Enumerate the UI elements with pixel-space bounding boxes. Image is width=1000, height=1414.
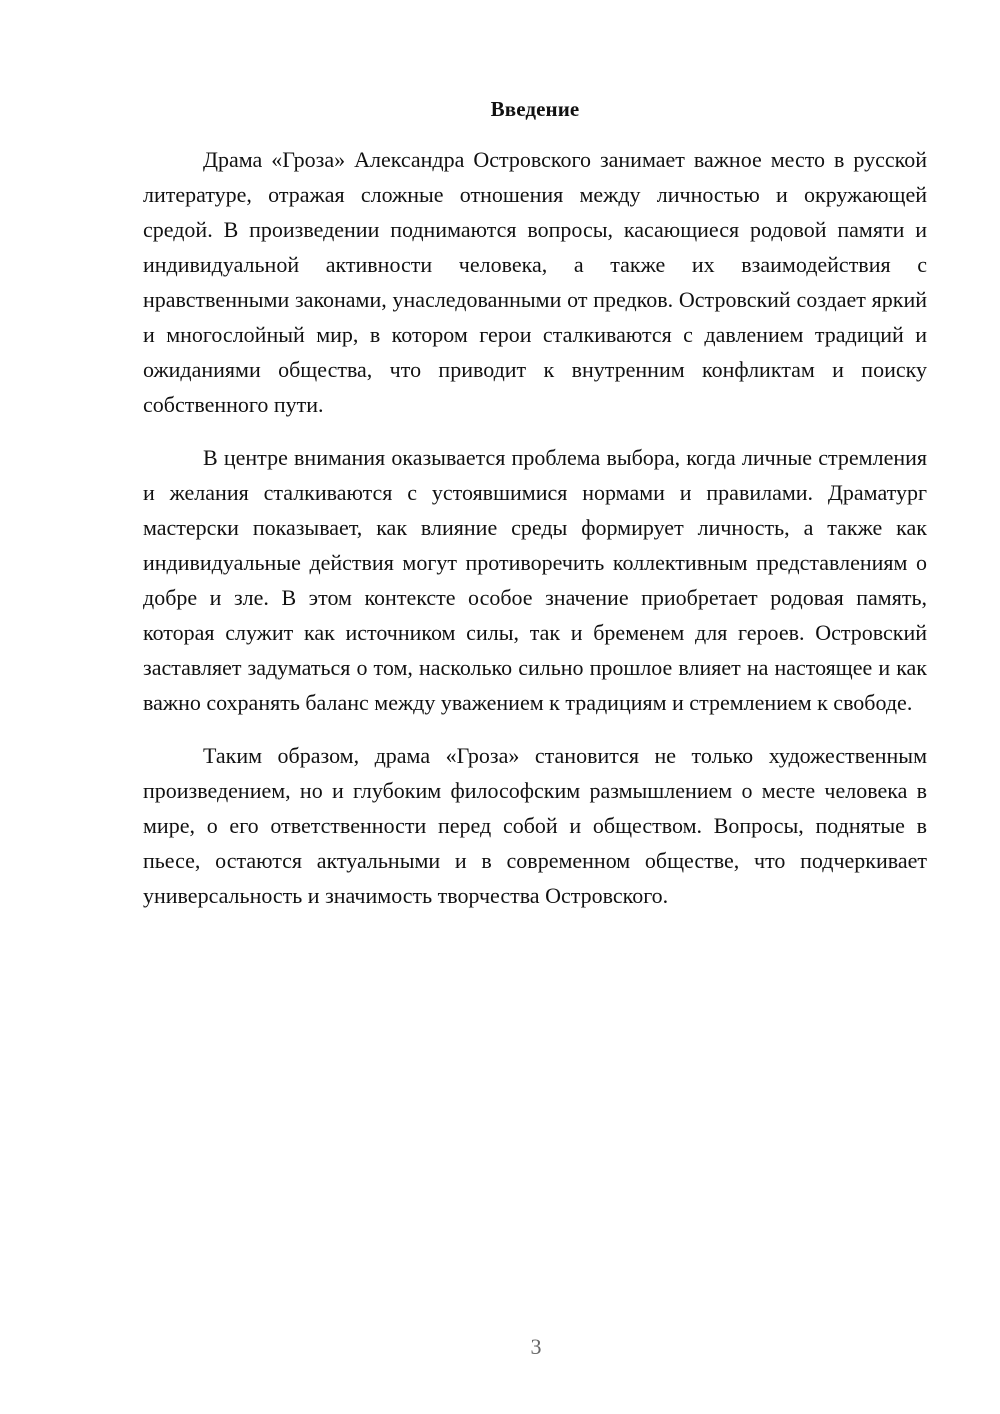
paragraph-2: В центре внимания оказывается проблема выбора, когда личные стремления и желания сталкиваются с устоявшимися нормами и правилами. Драматург мастерски показывает, как влияние среды формирует личность, а также как индивидуальные действия могут противоречить коллективным представлениям о добре и зле. В этом контексте особое значение приобретает родовая память, которая служит как источником силы, так и бременем для героев. Островский заставляет задуматься о том, насколько сильно прошлое влияет на настоящее и как важно сохранять баланс между уважением к традициям и стремлением к свободе. [143,445,927,715]
page-number: 3 [530,1334,542,1359]
paragraph-3: Таким образом, драма «Гроза» становится не только художественным произведением, но и глубоким философским размышлением о месте человека в мире, о его ответственности перед собой и обществом. Вопросы, поднятые в пьесе, остаются актуальными и в современном обществе, что подчеркивает универсальность и значимость творчества Островского. [143,743,927,908]
document-body [143,94,927,931]
section-title: Введение [490,97,580,121]
paragraph-1: Драма «Гроза» Александра Островского занимает важное место в русской литературе, отражая сложные отношения между личностью и окружающей средой. В произведении поднимаются вопросы, касающиеся родовой памяти и индивидуальной активности человека, а также их взаимодействия с нравственными законами, унаследованными от предков. Островский создает яркий и многослойный мир, в котором герои сталкиваются с давлением традиций и ожиданиями общества, что приводит к внутренним конфликтам и поиску собственного пути. [143,147,927,417]
